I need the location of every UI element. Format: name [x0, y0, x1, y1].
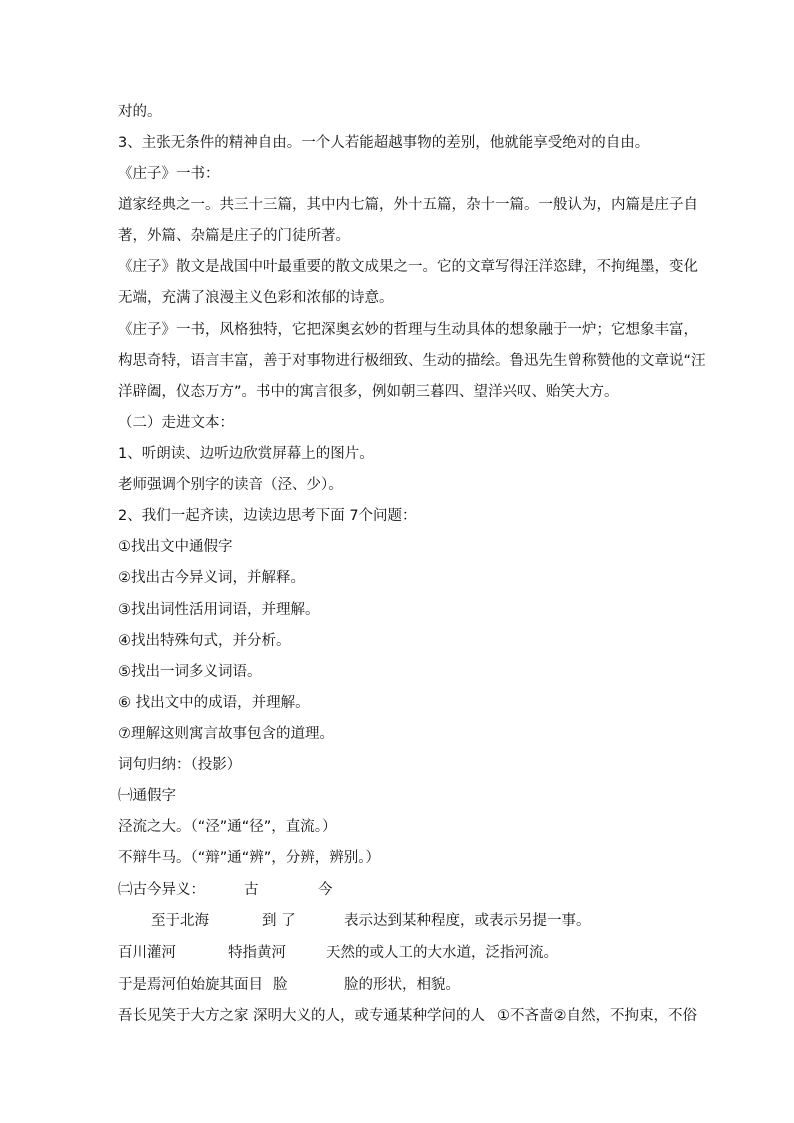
text-line: 著，外篇、杂篇是庄子的门徒所著。	[118, 228, 350, 244]
table-cell-ancient: 脸	[273, 977, 288, 993]
table-cell-modern: 天然的或人工的大水道，泛指河流。	[326, 945, 558, 961]
text-line: ⑤找出一词多义词语。	[118, 664, 262, 680]
table-cell-phrase: 百川灌河	[118, 945, 176, 961]
table-header-label: ㈡古今异义：	[118, 882, 205, 898]
text-line: 泾流之大。（“泾”通“径”，直流。）	[118, 819, 337, 835]
text-line: 不辩牛马。（“辩”通“辨”，分辨，辨别。）	[118, 850, 381, 866]
text-line: 老师强调个别字的读音（泾、少）。	[118, 477, 343, 493]
text-line: 对的。	[118, 104, 162, 120]
table-cell-phrase: 吾长见笑于大方之家	[118, 1008, 249, 1024]
text-line: 构思奇特，语言丰富，善于对事物进行极细致、生动的描绘。鲁迅先生曾称赞他的文章说“汪	[118, 353, 706, 369]
text-line: （二）走进文本：	[118, 415, 234, 431]
table-cell-modern: ①不吝啬②自然，不拘束，不俗	[497, 1008, 697, 1024]
text-line: 《庄子》散文是战国中叶最重要的散文成果之一。它的文章写得汪洋恣肆，不拘绳墨，变化	[118, 259, 698, 275]
text-line: ④找出特殊句式，并分析。	[118, 633, 291, 649]
text-line: 3、主张无条件的精神自由。一个人若能超越事物的差别，他就能享受绝对的自由。	[118, 135, 650, 151]
table-cell-ancient: 到 了	[262, 913, 296, 929]
text-line: 2、我们一起齐读，边读边思考下面 7个问题：	[118, 508, 417, 524]
text-line: ㈠通假字	[118, 788, 176, 804]
text-line: 无端，充满了浪漫主义色彩和浓郁的诗意。	[118, 290, 394, 306]
text-line: ③找出词性活用词语，并理解。	[118, 602, 320, 618]
table-cell-ancient: 特指黄河	[228, 945, 286, 961]
table-cell-ancient: 深明大义的人，或专通某种学问的人	[253, 1008, 485, 1024]
table-cell-phrase: 至于北海	[151, 913, 209, 929]
text-line: ①找出文中通假字	[118, 539, 233, 555]
text-line: ⑥ 找出文中的成语，并理解。	[118, 695, 310, 711]
text-line: 道家经典之一。共三十三篇，其中内七篇，外十五篇，杂十一篇。一般认为，内篇是庄子自	[118, 197, 698, 213]
text-line: ⑦理解这则寓言故事包含的道理。	[118, 726, 334, 742]
text-line: 1、听朗读、边听边欣赏屏幕上的图片。	[118, 446, 374, 462]
table-cell-modern: 脸的形状，相貌。	[344, 977, 460, 993]
text-line: 词句归纳：（投影）	[118, 757, 242, 773]
table-cell-modern: 表示达到某种程度，或表示另提一事。	[344, 913, 591, 929]
column-header-modern: 今	[318, 882, 333, 898]
text-line: ②找出古今异义词，并解释。	[118, 570, 305, 586]
column-header-ancient: 古	[244, 882, 259, 898]
text-line: 《庄子》一书，风格独特，它把深奥玄妙的哲理与生动具体的想象融于一炉；它想象丰富，	[118, 322, 698, 338]
table-cell-phrase: 于是焉河伯始旋其面目	[118, 977, 263, 993]
text-line: 洋辟阖，仪态万方”。书中的寓言很多，例如朝三暮四、望洋兴叹、贻笑大方。	[118, 384, 619, 400]
text-line: 《庄子》一书：	[118, 166, 220, 182]
